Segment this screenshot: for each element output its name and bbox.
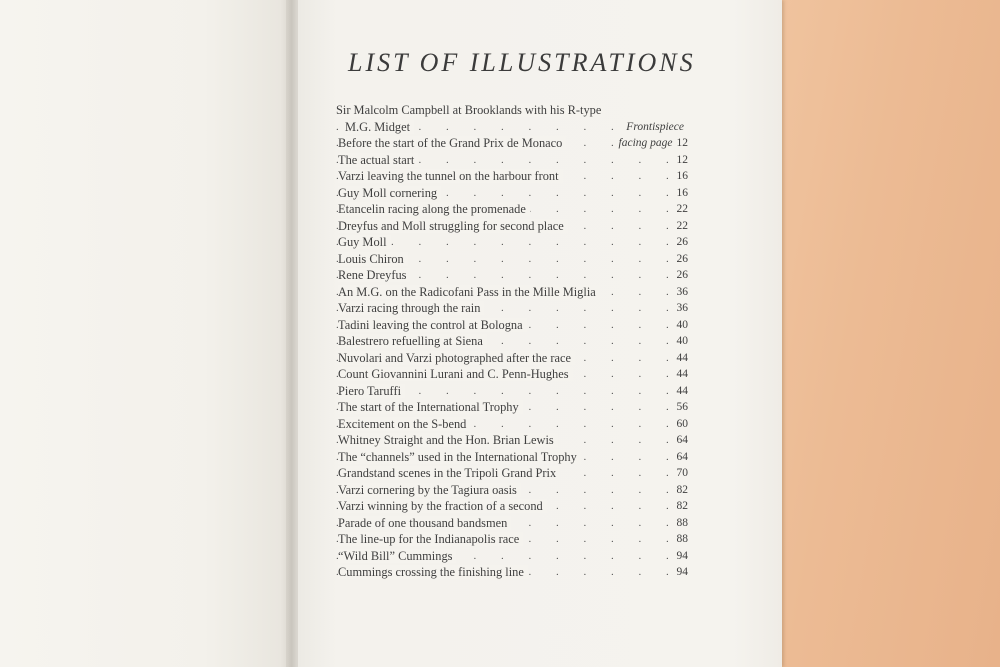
page-number bbox=[615, 135, 688, 152]
page-number-value: 36 bbox=[676, 302, 688, 314]
page-number-value: 12 bbox=[676, 153, 688, 166]
page-title: LIST OF ILLUSTRATIONS bbox=[348, 48, 696, 77]
list-item bbox=[336, 317, 688, 334]
page-number-value: 88 bbox=[676, 516, 688, 529]
page-label: facing page bbox=[618, 137, 673, 149]
background-paper bbox=[770, 0, 1000, 667]
illustration-title: The start of the International Trophy bbox=[338, 400, 523, 414]
illustration-title: Varzi racing through the rain bbox=[338, 301, 484, 315]
page-number bbox=[668, 416, 688, 433]
page-number-value: 64 bbox=[676, 450, 688, 463]
list-item bbox=[336, 564, 688, 581]
right-page bbox=[298, 0, 782, 667]
page-number-value: 70 bbox=[676, 467, 688, 479]
list-item bbox=[336, 135, 688, 152]
page-number bbox=[668, 218, 688, 235]
page-label: Frontispiece bbox=[626, 120, 684, 133]
list-item bbox=[336, 102, 688, 119]
page-number bbox=[668, 564, 688, 581]
page-number bbox=[668, 317, 688, 334]
page-number bbox=[668, 465, 688, 482]
page-number bbox=[668, 350, 688, 367]
page-number bbox=[668, 482, 688, 499]
list-item bbox=[336, 119, 688, 136]
page-number bbox=[668, 548, 688, 565]
illustration-title: M.G. Midget bbox=[345, 120, 414, 134]
page-number bbox=[668, 449, 688, 466]
list-item bbox=[336, 432, 688, 449]
illustration-title: Varzi cornering by the Tagiura oasis bbox=[338, 483, 521, 497]
illustration-title: Balestrero refuelling at Siena bbox=[338, 334, 487, 348]
list-item bbox=[336, 201, 688, 218]
page-number-value: 44 bbox=[676, 384, 688, 397]
page-number-value: 94 bbox=[676, 549, 688, 562]
page-number-value: 64 bbox=[676, 434, 688, 446]
illustration-title: The “channels” used in the International Trophy bbox=[338, 450, 581, 464]
page-number bbox=[668, 185, 688, 202]
illustration-title: The actual start bbox=[338, 153, 418, 167]
list-item bbox=[336, 284, 688, 301]
page-number bbox=[668, 333, 688, 350]
illustration-title: Guy Moll cornering bbox=[338, 186, 441, 200]
list-item bbox=[336, 416, 688, 433]
page-number bbox=[668, 498, 688, 515]
list-item bbox=[336, 383, 688, 400]
page-number-value: 82 bbox=[676, 500, 688, 512]
page-number-value: 22 bbox=[676, 219, 688, 232]
list-item bbox=[336, 234, 688, 251]
illustration-title: Nuvolari and Varzi photographed after the race bbox=[338, 351, 575, 365]
list-item bbox=[336, 498, 688, 515]
page-number-value: 36 bbox=[676, 285, 688, 298]
page-number-value: 26 bbox=[676, 236, 688, 248]
page-number-value: 26 bbox=[676, 252, 688, 265]
page-number bbox=[668, 366, 688, 383]
page-number-value: 44 bbox=[676, 351, 688, 364]
page-number bbox=[668, 399, 688, 416]
page-number-value: 82 bbox=[676, 483, 688, 496]
page-number-value: 16 bbox=[676, 186, 688, 199]
page-number-value: 12 bbox=[676, 137, 688, 149]
page-number bbox=[668, 432, 688, 449]
illustration-title: Parade of one thousand bandsmen bbox=[338, 516, 511, 530]
page-number-value: 16 bbox=[676, 170, 688, 182]
list-item bbox=[336, 218, 688, 235]
illustration-title: Etancelin racing along the promenade bbox=[338, 202, 530, 216]
list-item bbox=[336, 399, 688, 416]
page-number-value: 88 bbox=[676, 533, 688, 545]
page-number bbox=[622, 119, 688, 136]
page-number bbox=[668, 251, 688, 268]
list-item bbox=[336, 515, 688, 532]
page-number-value: 22 bbox=[676, 203, 688, 215]
list-item bbox=[336, 366, 688, 383]
illustration-title: Rene Dreyfus bbox=[338, 268, 410, 282]
page-number bbox=[668, 267, 688, 284]
illustration-title: Before the start of the Grand Prix de Monaco bbox=[338, 136, 566, 150]
page-number-value: 40 bbox=[676, 318, 688, 331]
list-item bbox=[336, 350, 688, 367]
list-item bbox=[336, 465, 688, 482]
list-item bbox=[336, 548, 688, 565]
page-number bbox=[668, 531, 688, 548]
page-number-value: 44 bbox=[676, 368, 688, 380]
page-number bbox=[668, 234, 688, 251]
list-item bbox=[336, 531, 688, 548]
illustration-title: Louis Chiron bbox=[338, 252, 408, 266]
illustrations-list bbox=[336, 102, 688, 581]
page-number bbox=[668, 300, 688, 317]
page-number bbox=[668, 383, 688, 400]
list-item bbox=[336, 267, 688, 284]
illustration-title: Sir Malcolm Campbell at Brooklands with his R-type bbox=[336, 103, 605, 117]
illustration-title: Grandstand scenes in the Tripoli Grand Prix bbox=[338, 466, 560, 480]
illustration-title: Varzi leaving the tunnel on the harbour front bbox=[338, 169, 563, 183]
illustration-title: Cummings crossing the finishing line bbox=[338, 565, 528, 579]
illustration-title: Piero Taruffi bbox=[338, 384, 405, 398]
list-item bbox=[336, 300, 688, 317]
page-number bbox=[668, 152, 688, 169]
left-blank-page bbox=[0, 0, 292, 667]
illustration-title: Excitement on the S-bend bbox=[338, 417, 470, 431]
list-item bbox=[336, 185, 688, 202]
page-number-value: 56 bbox=[676, 401, 688, 413]
list-item bbox=[336, 333, 688, 350]
page-number-value: 40 bbox=[676, 335, 688, 347]
illustration-title: Varzi winning by the fraction of a second bbox=[338, 499, 547, 513]
illustration-title: Tadini leaving the control at Bologna bbox=[338, 318, 527, 332]
illustration-title: Dreyfus and Moll struggling for second place bbox=[338, 219, 568, 233]
list-item bbox=[336, 482, 688, 499]
illustration-title: Count Giovannini Lurani and C. Penn-Hughes bbox=[338, 367, 573, 381]
list-item bbox=[336, 449, 688, 466]
page-number-value: 60 bbox=[676, 417, 688, 430]
page-number-value: 94 bbox=[676, 566, 688, 578]
illustration-title: The line-up for the Indianapolis race bbox=[338, 532, 523, 546]
page-number bbox=[668, 201, 688, 218]
list-item bbox=[336, 168, 688, 185]
list-item bbox=[336, 152, 688, 169]
page-number bbox=[668, 515, 688, 532]
illustration-title: “Wild Bill” Cummings bbox=[338, 549, 456, 563]
list-item bbox=[336, 251, 688, 268]
illustration-title: Whitney Straight and the Hon. Brian Lewis bbox=[338, 433, 558, 447]
illustration-title: An M.G. on the Radicofani Pass in the Mille Miglia bbox=[338, 285, 600, 299]
page-number bbox=[668, 168, 688, 185]
illustration-title: Guy Moll bbox=[338, 235, 391, 249]
page-number bbox=[668, 284, 688, 301]
page-number-value: 26 bbox=[676, 269, 688, 281]
